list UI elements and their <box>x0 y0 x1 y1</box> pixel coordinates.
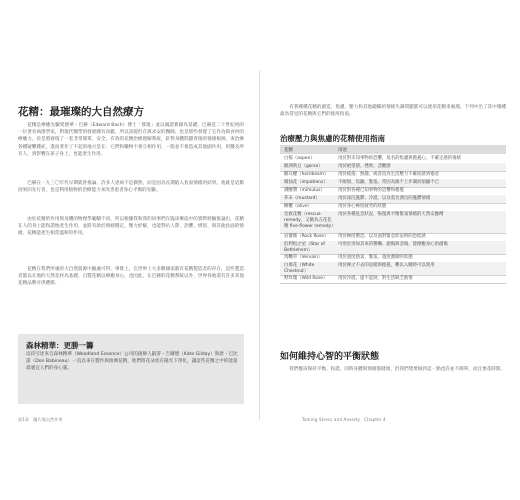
remedy-name: 鳳仙花（impatiens） <box>284 180 328 185</box>
table-row <box>280 211 506 234</box>
remedy-name: 歐洲荊豆（gorse） <box>284 164 323 169</box>
remedy-use: 用於過度熱衷、緊張、過度激動的狀態 <box>338 255 413 260</box>
table-row <box>280 241 506 255</box>
table-row <box>280 275 506 284</box>
book-gutter <box>259 70 260 420</box>
left-page-heading: 花精：最璀璨的大自然療方 <box>18 106 144 118</box>
sidebar-box <box>18 334 244 404</box>
sidebar-body: 這段引述來自森林精華（Woodland Essence）公司的創辦人凱蒂・吉爾德（Kate Gilday）與唐・巴比諾（Don Babineau）一直以來在製作與推廣花精，他們將花朵放在陽光下淨化，讓這些花精之中的能量最適宜人們的身心靈。 <box>26 352 238 372</box>
left-footer: 第1章 圖片與自然作用 <box>18 417 63 422</box>
remedy-use: 用於各種危急狀況，恢復與平衡緊張情緒的天然安撫劑 <box>338 212 444 217</box>
remedy-use: 用於深沉憂鬱、冷漠，以及莫名湧出的憂鬱情緒 <box>338 196 431 201</box>
remedy-name: 芥末（mustard） <box>284 196 320 201</box>
remedy-use: 用於疲倦、無趣，或者因為生活壓力不確而感到倦怠 <box>338 172 439 177</box>
right-page-heading: 如何維持心智的平衡狀態 <box>280 352 380 362</box>
remedy-use: 用於絕望感、挫敗、悲觀感 <box>338 164 391 169</box>
col-header-remedy: 花精 <box>284 148 293 153</box>
left-paragraph-2: 巴赫在一九三〇年代早期就曾推論，許多人患病不是偶然，而是因為長期陷入負面情緒的結果。他就是這類因果的先行者，也是利用植物的治療能力來改善患者身心平衡的先驅。 <box>18 181 244 194</box>
remedy-use: 可用於突如其來的驚嚇、創傷與悲傷，能療癒身心的創傷 <box>338 242 448 247</box>
remedy-name: 白栗花（White Chestnut） <box>284 263 315 274</box>
remedy-name: 鵝耳櫪（hornbeam） <box>284 172 329 177</box>
remedy-use: 不耐煩、焦躁、緊張，常因為跟不上步調而煩躁不已 <box>338 180 439 185</box>
remedy-name: 岩薔薇（Rock Rose） <box>284 234 329 239</box>
right-intro: 有著種種花精的創造，焦慮、壓力和其他範疇的情緒失調問題都可以使用花精來處理。下列中出了其中幾種最為常見的花精與它們的使用指南。 <box>280 105 506 118</box>
remedy-use: 用於對各種已知事物的恐懼和擔憂 <box>338 188 404 193</box>
sidebar-heading: 森林精華：更勝一籌 <box>26 341 94 350</box>
remedy-use: 用於極度驚恐，以及面對緊急狀況時的恐慌感 <box>338 234 426 239</box>
right-closing-paragraph: 我們應該保持平衡、和諧，同時身體與情緒都健康，但我們想要做到這一點也許並不簡單，而且要花時間。 <box>289 367 506 372</box>
right-footer: Taming Stress and Anxiety Chapter 4 <box>302 417 386 422</box>
table-header <box>280 145 506 154</box>
remedy-name: 野玫瑰（Wild Rose） <box>284 276 328 281</box>
remedy-name: 白楊（aspen） <box>284 156 315 161</box>
remedy-name: 馬鞭草（Vervain） <box>284 255 323 260</box>
left-paragraph-3: 由於花精的作用與身體的物理學範疇不同，所以根據我和我的同事們在臨床療法中的實際經驗推論出，花精在人的身上能和諧地產生作用，並將有助於情緒穩定、壓力紓解，也能對抗人際、恐懼、憤怒、與其他負面的情緒，花精能產生相當溫和的作用。 <box>18 217 244 237</box>
col-header-use: 用途 <box>338 148 347 153</box>
remedy-use: 用於對未知事物的恐懼，莫名的焦慮與擔憂心，不確定感的情緒 <box>338 156 461 161</box>
remedy-use: 用於揮之不去的思緒與擔憂，難以入睡時可以使用 <box>338 263 435 268</box>
remedy-use: 用於身心極度疲勞的狀態 <box>338 204 387 209</box>
remedy-use: 用於冷漠、提不起勁、對生活缺乏熱情 <box>338 276 413 281</box>
left-paragraph-1: 花精是療癒先驅愛德華・巴赫（Edward Bach）博士「發現」並以親證實錄為基礎。巴赫是二十世紀初的一位著名病菌學家，對現代醫學的發展總有貢獻，所以該從但在與求安的醫師，也是那些發覺了它作為與食材的療癒力，於是將發現了一套非常簡單、安全，有效的花精治療理解系統，針對身體問題背後的情緒根源，來治療各種疑難雜症，進而著作了不起的地方是在：它們和藥物不會互相作用，一般並不會造成其他副作用，用醫及所有人，到影響在孩子身上，也能產生作用。 <box>18 123 244 157</box>
left-paragraph-4: 花精在我們所處的大自然資源中隨處可得，事實上，在世界上大多數國家都有花精製造者的存在，這些製造者都以在地的天然花材為基礎，自製花精以療癒身心，也因此，在巴赫的花精系統以外，世界各地還有許多其他花精品牌可供選擇。 <box>18 267 244 287</box>
remedy-name: 橄欖（olive） <box>284 204 312 209</box>
remedy-name: 伯利恆之星（Star of Bethlehem） <box>284 242 325 253</box>
table-row <box>280 262 506 276</box>
remedy-name: 急救花精（rescue remedy，又稱為五花花精 five-flower remedy） <box>284 212 336 229</box>
table-caption: 治療壓力與焦慮的花精使用指南 <box>280 134 385 143</box>
remedy-name: 溝酸漿（mimulus） <box>284 188 325 193</box>
